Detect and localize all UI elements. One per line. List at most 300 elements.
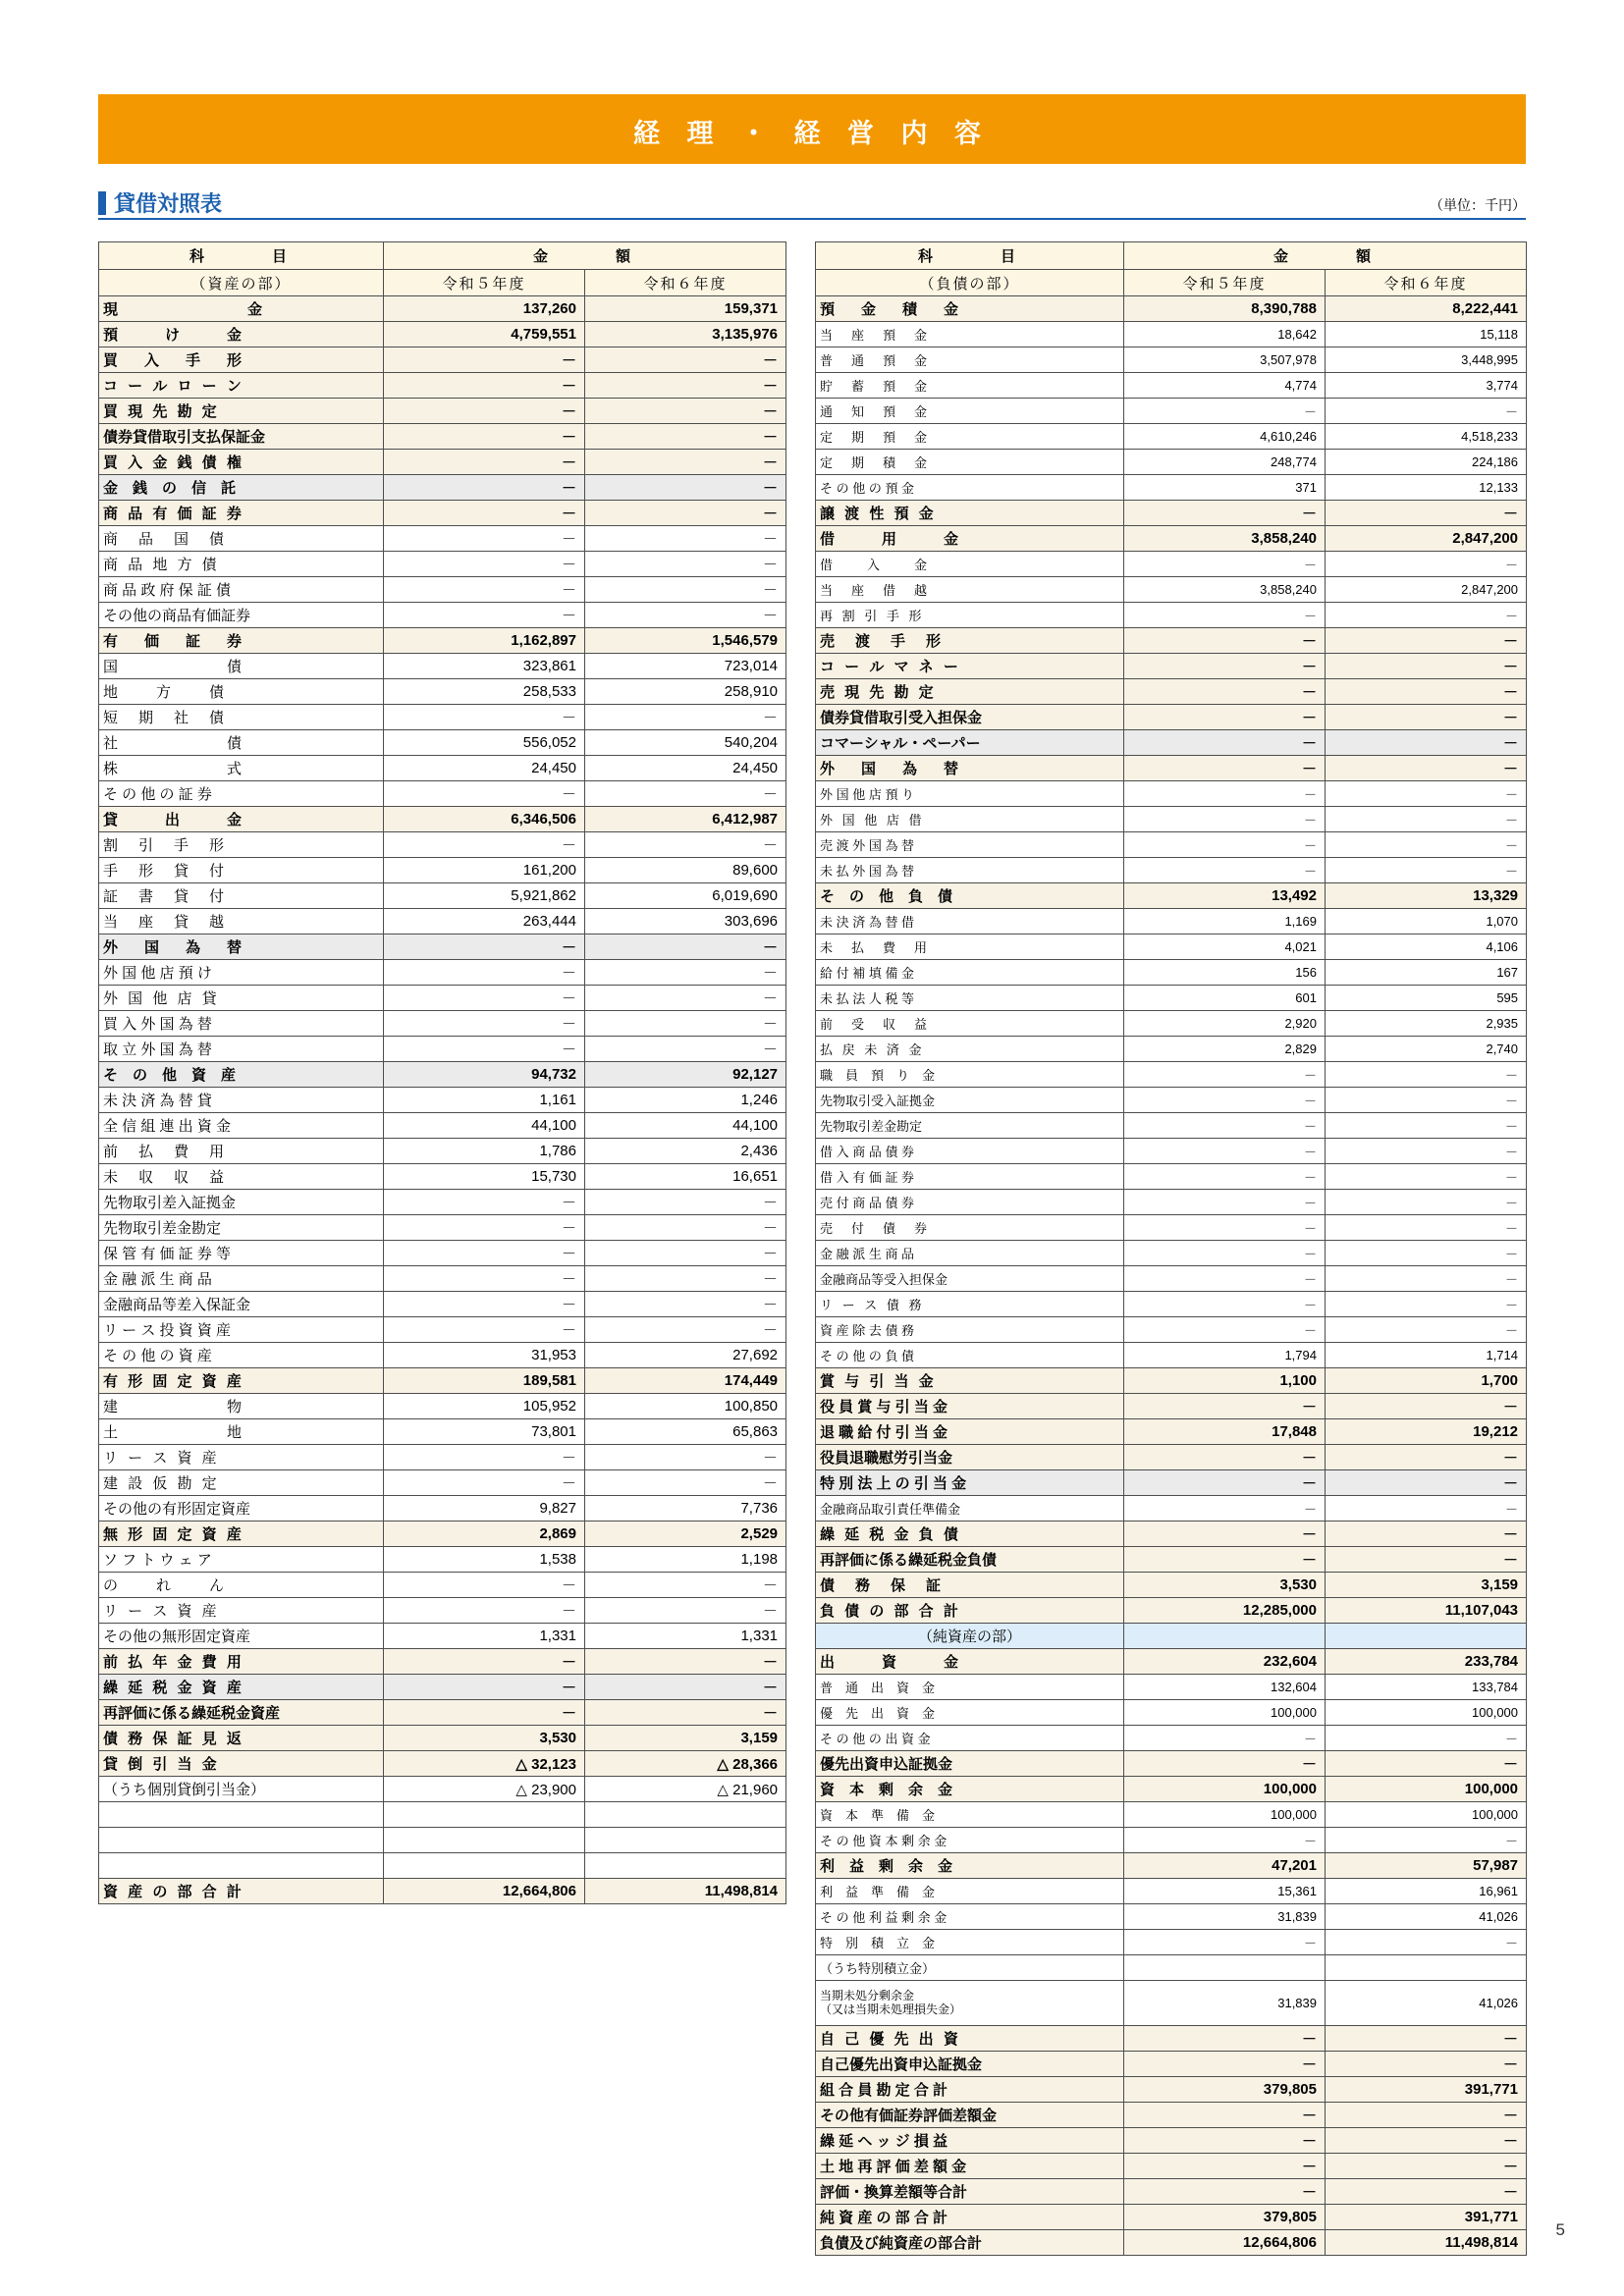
row-item-label: 全 信 組 連 出 資 金 bbox=[99, 1113, 384, 1139]
table-row bbox=[816, 654, 1527, 679]
table-row bbox=[816, 1522, 1527, 1547]
row-value-year2: － bbox=[585, 1675, 786, 1700]
row-value-year1: 3,858,240 bbox=[1124, 577, 1326, 603]
row-value-year1: 248,774 bbox=[1124, 450, 1326, 475]
row-value-year2: 133,784 bbox=[1326, 1675, 1527, 1700]
header-year1: 令和５年度 bbox=[1124, 270, 1326, 296]
row-item-label: 通 知 預 金 bbox=[816, 399, 1124, 424]
row-value-year2: － bbox=[1326, 1547, 1527, 1573]
row-value-year1: － bbox=[1124, 1547, 1326, 1573]
row-item-label: 無 形 固 定 資 産 bbox=[99, 1522, 384, 1547]
row-value-year2: － bbox=[585, 986, 786, 1011]
header-net-assets-section: （純資産の部） bbox=[816, 1624, 1124, 1649]
row-value-year1: － bbox=[1124, 1113, 1326, 1139]
row-value-year1: － bbox=[384, 1011, 585, 1037]
row-item-label: 建 物 bbox=[99, 1394, 384, 1419]
table-row bbox=[816, 577, 1527, 603]
row-value-year2: － bbox=[585, 1700, 786, 1726]
row-value-year2: 391,771 bbox=[1326, 2205, 1527, 2230]
table-row bbox=[816, 1470, 1527, 1496]
table-row bbox=[99, 756, 786, 781]
row-item-label: 預 け 金 bbox=[99, 322, 384, 347]
row-item-label: 短 期 社 債 bbox=[99, 705, 384, 730]
row-value-year1: 132,604 bbox=[1124, 1675, 1326, 1700]
row-value-year1: － bbox=[384, 705, 585, 730]
row-value-year1: 1,538 bbox=[384, 1547, 585, 1573]
row-value-year1: △ 23,900 bbox=[384, 1777, 585, 1802]
row-value-year1: 4,759,551 bbox=[384, 322, 585, 347]
row-item-label: 地 方 債 bbox=[99, 679, 384, 705]
row-item-label: 買 入 手 形 bbox=[99, 347, 384, 373]
table-row bbox=[99, 628, 786, 654]
row-value-year1: － bbox=[384, 1573, 585, 1598]
row-item-label: 売 付 商 品 債 券 bbox=[816, 1190, 1124, 1215]
row-item-label: リ ー ス 債 務 bbox=[816, 1292, 1124, 1317]
row-value-year2: － bbox=[1326, 1828, 1527, 1853]
row-value-year2: 723,014 bbox=[585, 654, 786, 679]
row-item-label: 先物取引差金勘定 bbox=[99, 1215, 384, 1241]
row-item-label: 有 形 固 定 資 産 bbox=[99, 1368, 384, 1394]
table-row bbox=[99, 1215, 786, 1241]
row-value-year1: 15,730 bbox=[384, 1164, 585, 1190]
header-liabilities-section: （負債の部） bbox=[816, 270, 1124, 296]
row-value-year1: 44,100 bbox=[384, 1113, 585, 1139]
row-value-year2: － bbox=[1326, 730, 1527, 756]
row-item-label: その他の商品有価証券 bbox=[99, 603, 384, 628]
row-item-label: そ の 他 の 預 金 bbox=[816, 475, 1124, 501]
table-row bbox=[816, 883, 1527, 909]
row-value-year2: － bbox=[585, 1470, 786, 1496]
row-item-label: 手 形 貸 付 bbox=[99, 858, 384, 883]
row-value-year2: － bbox=[1326, 552, 1527, 577]
table-row bbox=[99, 577, 786, 603]
table-row bbox=[99, 296, 786, 322]
row-value-year2: － bbox=[585, 1215, 786, 1241]
table-row bbox=[816, 2230, 1527, 2256]
table-row bbox=[816, 1828, 1527, 1853]
row-value-year1: － bbox=[1124, 1394, 1326, 1419]
row-value-year2: － bbox=[1326, 1215, 1527, 1241]
row-item-label: コ ー ル マ ネ ー bbox=[816, 654, 1124, 679]
row-value-year1: － bbox=[384, 1700, 585, 1726]
row-value-year2: － bbox=[1326, 1317, 1527, 1343]
row-item-label: 売 付 債 券 bbox=[816, 1215, 1124, 1241]
row-value-year1: － bbox=[1124, 1088, 1326, 1113]
row-value-year2: － bbox=[1326, 1522, 1527, 1547]
row-value-year2: 19,212 bbox=[1326, 1419, 1527, 1445]
row-value-year2: － bbox=[1326, 2154, 1527, 2179]
row-item-label: 有 価 証 券 bbox=[99, 628, 384, 654]
row-value-year2: － bbox=[1326, 2179, 1527, 2205]
row-value-year1: － bbox=[384, 1649, 585, 1675]
row-item-label: 賞 与 引 当 金 bbox=[816, 1368, 1124, 1394]
row-value-year1: － bbox=[1124, 1190, 1326, 1215]
table-row bbox=[816, 501, 1527, 526]
row-value-year1: － bbox=[1124, 1445, 1326, 1470]
row-value-year2: － bbox=[1326, 2128, 1527, 2154]
row-value-year1: 1,162,897 bbox=[384, 628, 585, 654]
table-header-row bbox=[816, 242, 1527, 270]
row-value-year2: 16,961 bbox=[1326, 1879, 1527, 1904]
row-value-year1: － bbox=[384, 1241, 585, 1266]
row-item-label bbox=[99, 1802, 384, 1828]
table-row bbox=[99, 399, 786, 424]
row-value-year2: － bbox=[1326, 1190, 1527, 1215]
row-value-year1: 4,610,246 bbox=[1124, 424, 1326, 450]
row-value-year2: △ 21,960 bbox=[585, 1777, 786, 1802]
row-value-year2: － bbox=[585, 552, 786, 577]
row-value-year2: 44,100 bbox=[585, 1113, 786, 1139]
row-value-year2: － bbox=[1326, 679, 1527, 705]
row-value-year2: 100,000 bbox=[1326, 1777, 1527, 1802]
row-item-label bbox=[99, 1828, 384, 1853]
header-item-col: 科 目 bbox=[816, 242, 1124, 270]
row-value-year1: － bbox=[1124, 679, 1326, 705]
table-row bbox=[816, 1317, 1527, 1343]
table-row bbox=[816, 679, 1527, 705]
row-value-year1: － bbox=[384, 1317, 585, 1343]
row-value-year2: － bbox=[1326, 1266, 1527, 1292]
row-value-year1: － bbox=[384, 373, 585, 399]
row-item-label bbox=[99, 1853, 384, 1879]
row-value-year1: 100,000 bbox=[1124, 1777, 1326, 1802]
row-value-year1: 323,861 bbox=[384, 654, 585, 679]
table-row bbox=[816, 1879, 1527, 1904]
row-value-year1: － bbox=[1124, 1139, 1326, 1164]
table-row bbox=[99, 1726, 786, 1751]
row-item-label: 特 別 法 上 の 引 当 金 bbox=[816, 1470, 1124, 1496]
row-value-year1: 1,169 bbox=[1124, 909, 1326, 934]
table-row bbox=[99, 705, 786, 730]
row-item-label: 未 払 費 用 bbox=[816, 934, 1124, 960]
row-value-year2 bbox=[585, 1828, 786, 1853]
row-item-label: 退 職 給 付 引 当 金 bbox=[816, 1419, 1124, 1445]
row-value-year2: 2,935 bbox=[1326, 1011, 1527, 1037]
row-item-label: 出 資 金 bbox=[816, 1649, 1124, 1675]
table-row bbox=[99, 934, 786, 960]
row-value-year1: － bbox=[1124, 2179, 1326, 2205]
row-value-year1: － bbox=[384, 781, 585, 807]
table-row bbox=[816, 1292, 1527, 1317]
row-value-year1: － bbox=[1124, 756, 1326, 781]
row-item-label: 外 国 他 店 預 け bbox=[99, 960, 384, 986]
row-value-year1: 9,827 bbox=[384, 1496, 585, 1522]
row-value-year1: － bbox=[384, 986, 585, 1011]
row-value-year2: － bbox=[585, 1573, 786, 1598]
row-value-year2: － bbox=[1326, 756, 1527, 781]
row-value-year2: 540,204 bbox=[585, 730, 786, 756]
row-item-label: 繰 延 税 金 資 産 bbox=[99, 1675, 384, 1700]
row-value-year1: － bbox=[384, 347, 585, 373]
table-row bbox=[816, 424, 1527, 450]
table-row bbox=[816, 1751, 1527, 1777]
row-value-year1: － bbox=[1124, 730, 1326, 756]
row-item-label: 純 資 産 の 部 合 計 bbox=[816, 2205, 1124, 2230]
table-row bbox=[816, 1726, 1527, 1751]
row-value-year2: － bbox=[585, 832, 786, 858]
page-number: 5 bbox=[1555, 2220, 1565, 2239]
row-item-label: コマーシャル・ペーパー bbox=[816, 730, 1124, 756]
row-value-year2: 2,436 bbox=[585, 1139, 786, 1164]
row-item-label: 売 渡 手 形 bbox=[816, 628, 1124, 654]
table-row bbox=[816, 1955, 1527, 1981]
table-row bbox=[816, 2052, 1527, 2077]
row-value-year2: － bbox=[585, 399, 786, 424]
row-value-year2: － bbox=[1326, 858, 1527, 883]
table-row bbox=[99, 883, 786, 909]
table-row bbox=[816, 1802, 1527, 1828]
header-year1: 令和５年度 bbox=[384, 270, 585, 296]
row-value-year2: － bbox=[585, 960, 786, 986]
row-value-year1: 31,953 bbox=[384, 1343, 585, 1368]
row-item-label: 評価・換算差額等合計 bbox=[816, 2179, 1124, 2205]
table-row bbox=[99, 450, 786, 475]
row-item-label: そ の 他 資 産 bbox=[99, 1062, 384, 1088]
row-value-year2 bbox=[1326, 1955, 1527, 1981]
row-item-label: 外 国 他 店 預 り bbox=[816, 781, 1124, 807]
row-item-label: 繰 延 税 金 負 債 bbox=[816, 1522, 1124, 1547]
row-value-year1: － bbox=[1124, 832, 1326, 858]
row-item-label: リ ー ス 資 産 bbox=[99, 1598, 384, 1624]
unit-note: （単位：千円） bbox=[1430, 197, 1526, 213]
table-row bbox=[99, 1394, 786, 1419]
table-row bbox=[99, 1317, 786, 1343]
table-row bbox=[99, 1241, 786, 1266]
table-row bbox=[816, 1394, 1527, 1419]
row-item-label: 外 国 他 店 貸 bbox=[99, 986, 384, 1011]
row-item-label: 先物取引差金勘定 bbox=[816, 1113, 1124, 1139]
row-value-year1: 232,604 bbox=[1124, 1649, 1326, 1675]
row-value-year1: 94,732 bbox=[384, 1062, 585, 1088]
row-value-year1: 17,848 bbox=[1124, 1419, 1326, 1445]
row-value-year2: 11,498,814 bbox=[1326, 2230, 1527, 2256]
table-row bbox=[816, 1930, 1527, 1955]
row-value-year2 bbox=[585, 1853, 786, 1879]
row-item-label: 当期未処分剰余金 （又は当期未処理損失金） bbox=[816, 1981, 1124, 2026]
row-value-year2: 11,107,043 bbox=[1326, 1598, 1527, 1624]
row-value-year1: 2,920 bbox=[1124, 1011, 1326, 1037]
row-value-year1: 1,100 bbox=[1124, 1368, 1326, 1394]
row-value-year1: 379,805 bbox=[1124, 2205, 1326, 2230]
row-value-year1: 6,346,506 bbox=[384, 807, 585, 832]
row-value-year1: 5,921,862 bbox=[384, 883, 585, 909]
row-value-year1: 24,450 bbox=[384, 756, 585, 781]
row-value-year2: 4,106 bbox=[1326, 934, 1527, 960]
row-value-year2: 8,222,441 bbox=[1326, 296, 1527, 322]
table-row bbox=[816, 1241, 1527, 1266]
row-value-year1: 1,786 bbox=[384, 1139, 585, 1164]
row-value-year1: － bbox=[384, 1190, 585, 1215]
table-row bbox=[99, 322, 786, 347]
row-value-year1: 12,664,806 bbox=[384, 1879, 585, 1904]
row-value-year2: － bbox=[585, 1649, 786, 1675]
row-value-year2: － bbox=[585, 1266, 786, 1292]
row-value-year1: 3,530 bbox=[1124, 1573, 1326, 1598]
row-value-year2: － bbox=[585, 1598, 786, 1624]
page-header-band bbox=[98, 94, 1526, 164]
row-value-year1: 2,869 bbox=[384, 1522, 585, 1547]
row-item-label: 再評価に係る繰延税金資産 bbox=[99, 1700, 384, 1726]
row-value-year1: － bbox=[1124, 1930, 1326, 1955]
table-row bbox=[816, 832, 1527, 858]
row-item-label: （うち特別積立金） bbox=[816, 1955, 1124, 1981]
row-item-label: 商 品 政 府 保 証 債 bbox=[99, 577, 384, 603]
row-item-label: コ ー ル ロ ー ン bbox=[99, 373, 384, 399]
row-value-year1: － bbox=[384, 424, 585, 450]
row-value-year2: － bbox=[585, 424, 786, 450]
row-item-label: 株 式 bbox=[99, 756, 384, 781]
table-row bbox=[99, 1292, 786, 1317]
table-row bbox=[99, 373, 786, 399]
table-row bbox=[816, 1190, 1527, 1215]
table-row bbox=[816, 628, 1527, 654]
row-value-year2: 6,019,690 bbox=[585, 883, 786, 909]
row-item-label: 金 銭 の 信 託 bbox=[99, 475, 384, 501]
table-row bbox=[99, 526, 786, 552]
table-row bbox=[99, 1828, 786, 1853]
row-item-label: その他の無形固定資産 bbox=[99, 1624, 384, 1649]
row-item-label: 未 決 済 為 替 貸 bbox=[99, 1088, 384, 1113]
table-row bbox=[99, 1853, 786, 1879]
row-value-year1: 100,000 bbox=[1124, 1802, 1326, 1828]
row-value-year2: 100,000 bbox=[1326, 1802, 1527, 1828]
row-item-label: 外 国 為 替 bbox=[816, 756, 1124, 781]
row-value-year2: 41,026 bbox=[1326, 1904, 1527, 1930]
table-row bbox=[816, 1598, 1527, 1624]
row-value-year1: 3,858,240 bbox=[1124, 526, 1326, 552]
row-value-year1: － bbox=[384, 960, 585, 986]
row-item-label: （うち個別貸倒引当金） bbox=[99, 1777, 384, 1802]
row-value-year1: － bbox=[1124, 1062, 1326, 1088]
row-item-label: そ の 他 の 証 券 bbox=[99, 781, 384, 807]
header-amount-col: 金 額 bbox=[384, 242, 786, 270]
row-value-year1: － bbox=[1124, 1215, 1326, 1241]
row-value-year1: － bbox=[384, 1445, 585, 1470]
row-value-year2: － bbox=[1326, 1930, 1527, 1955]
row-value-year2: － bbox=[585, 347, 786, 373]
row-value-year1: 1,794 bbox=[1124, 1343, 1326, 1368]
row-value-year2: 224,186 bbox=[1326, 450, 1527, 475]
row-value-year1: 3,530 bbox=[384, 1726, 585, 1751]
row-value-year1: － bbox=[1124, 2103, 1326, 2128]
row-item-label: 資 産 の 部 合 計 bbox=[99, 1879, 384, 1904]
row-value-year1: － bbox=[1124, 2052, 1326, 2077]
row-value-year2: 1,714 bbox=[1326, 1343, 1527, 1368]
row-value-year1: 100,000 bbox=[1124, 1700, 1326, 1726]
row-item-label: 借 入 商 品 債 券 bbox=[816, 1139, 1124, 1164]
table-row bbox=[99, 832, 786, 858]
liabilities-net-assets-table bbox=[815, 241, 1527, 2256]
row-value-year1: 73,801 bbox=[384, 1419, 585, 1445]
row-value-year2: 2,529 bbox=[585, 1522, 786, 1547]
row-item-label: そ の 他 の 負 債 bbox=[816, 1343, 1124, 1368]
row-item-label: 未 払 法 人 税 等 bbox=[816, 986, 1124, 1011]
table-row bbox=[816, 934, 1527, 960]
table-subheader-row bbox=[99, 270, 786, 296]
row-value-year2: 391,771 bbox=[1326, 2077, 1527, 2103]
row-value-year2: 13,329 bbox=[1326, 883, 1527, 909]
row-value-year1: 12,664,806 bbox=[1124, 2230, 1326, 2256]
table-row bbox=[99, 1343, 786, 1368]
row-value-year2: 65,863 bbox=[585, 1419, 786, 1445]
row-value-year1: － bbox=[384, 1675, 585, 1700]
row-value-year2: － bbox=[585, 781, 786, 807]
row-value-year1: 371 bbox=[1124, 475, 1326, 501]
row-value-year2: － bbox=[1326, 1164, 1527, 1190]
row-value-year2: 12,133 bbox=[1326, 475, 1527, 501]
table-row bbox=[99, 1445, 786, 1470]
row-item-label: 再評価に係る繰延税金負債 bbox=[816, 1547, 1124, 1573]
table-row bbox=[816, 1037, 1527, 1062]
row-value-year2: 1,700 bbox=[1326, 1368, 1527, 1394]
table-row bbox=[816, 296, 1527, 322]
row-value-year2: － bbox=[585, 1445, 786, 1470]
row-value-year2: － bbox=[1326, 1470, 1527, 1496]
row-item-label: 負債及び純資産の部合計 bbox=[816, 2230, 1124, 2256]
table-row bbox=[816, 960, 1527, 986]
row-item-label: 買 入 外 国 為 替 bbox=[99, 1011, 384, 1037]
row-value-year2: － bbox=[585, 603, 786, 628]
table-row bbox=[816, 1904, 1527, 1930]
row-value-year2: － bbox=[585, 934, 786, 960]
row-item-label: 建 設 仮 勘 定 bbox=[99, 1470, 384, 1496]
row-value-year1: 379,805 bbox=[1124, 2077, 1326, 2103]
row-value-year1: － bbox=[1124, 1496, 1326, 1522]
row-item-label: 社 債 bbox=[99, 730, 384, 756]
row-value-year2: － bbox=[1326, 1139, 1527, 1164]
table-row bbox=[816, 1266, 1527, 1292]
row-value-year1: － bbox=[384, 1470, 585, 1496]
row-item-label: 預 金 積 金 bbox=[816, 296, 1124, 322]
row-item-label: 先物取引受入証拠金 bbox=[816, 1088, 1124, 1113]
row-value-year1: 1,331 bbox=[384, 1624, 585, 1649]
row-item-label: 定 期 預 金 bbox=[816, 424, 1124, 450]
table-row bbox=[99, 986, 786, 1011]
table-row bbox=[99, 1573, 786, 1598]
table-row bbox=[816, 1547, 1527, 1573]
table-row bbox=[99, 1368, 786, 1394]
row-item-label: 土 地 再 評 価 差 額 金 bbox=[816, 2154, 1124, 2179]
row-value-year1: － bbox=[384, 1266, 585, 1292]
row-item-label: そ の 他 の 出 資 金 bbox=[816, 1726, 1124, 1751]
row-value-year2: 4,518,233 bbox=[1326, 424, 1527, 450]
table-row bbox=[816, 730, 1527, 756]
row-item-label: 売 現 先 勘 定 bbox=[816, 679, 1124, 705]
row-item-label: 特 別 積 立 金 bbox=[816, 1930, 1124, 1955]
table-row bbox=[99, 1522, 786, 1547]
row-value-year1: － bbox=[1124, 705, 1326, 730]
row-item-label: 再 割 引 手 形 bbox=[816, 603, 1124, 628]
row-value-year2: － bbox=[585, 705, 786, 730]
table-row bbox=[816, 1113, 1527, 1139]
table-row bbox=[816, 1139, 1527, 1164]
row-value-year2: 100,850 bbox=[585, 1394, 786, 1419]
table-row bbox=[816, 1368, 1527, 1394]
table-row bbox=[99, 807, 786, 832]
row-value-year1: － bbox=[1124, 858, 1326, 883]
row-value-year1: － bbox=[1124, 1828, 1326, 1853]
table-row bbox=[99, 475, 786, 501]
row-value-year1: 31,839 bbox=[1124, 1981, 1326, 2026]
row-value-year2: 92,127 bbox=[585, 1062, 786, 1088]
row-item-label: 取 立 外 国 為 替 bbox=[99, 1037, 384, 1062]
row-value-year1: 4,021 bbox=[1124, 934, 1326, 960]
row-value-year2: 303,696 bbox=[585, 909, 786, 934]
row-item-label: 普 通 預 金 bbox=[816, 347, 1124, 373]
row-item-label: そ の 他 利 益 剰 余 金 bbox=[816, 1904, 1124, 1930]
section-blank-1 bbox=[1124, 1624, 1326, 1649]
row-item-label: 資 本 剰 余 金 bbox=[816, 1777, 1124, 1802]
